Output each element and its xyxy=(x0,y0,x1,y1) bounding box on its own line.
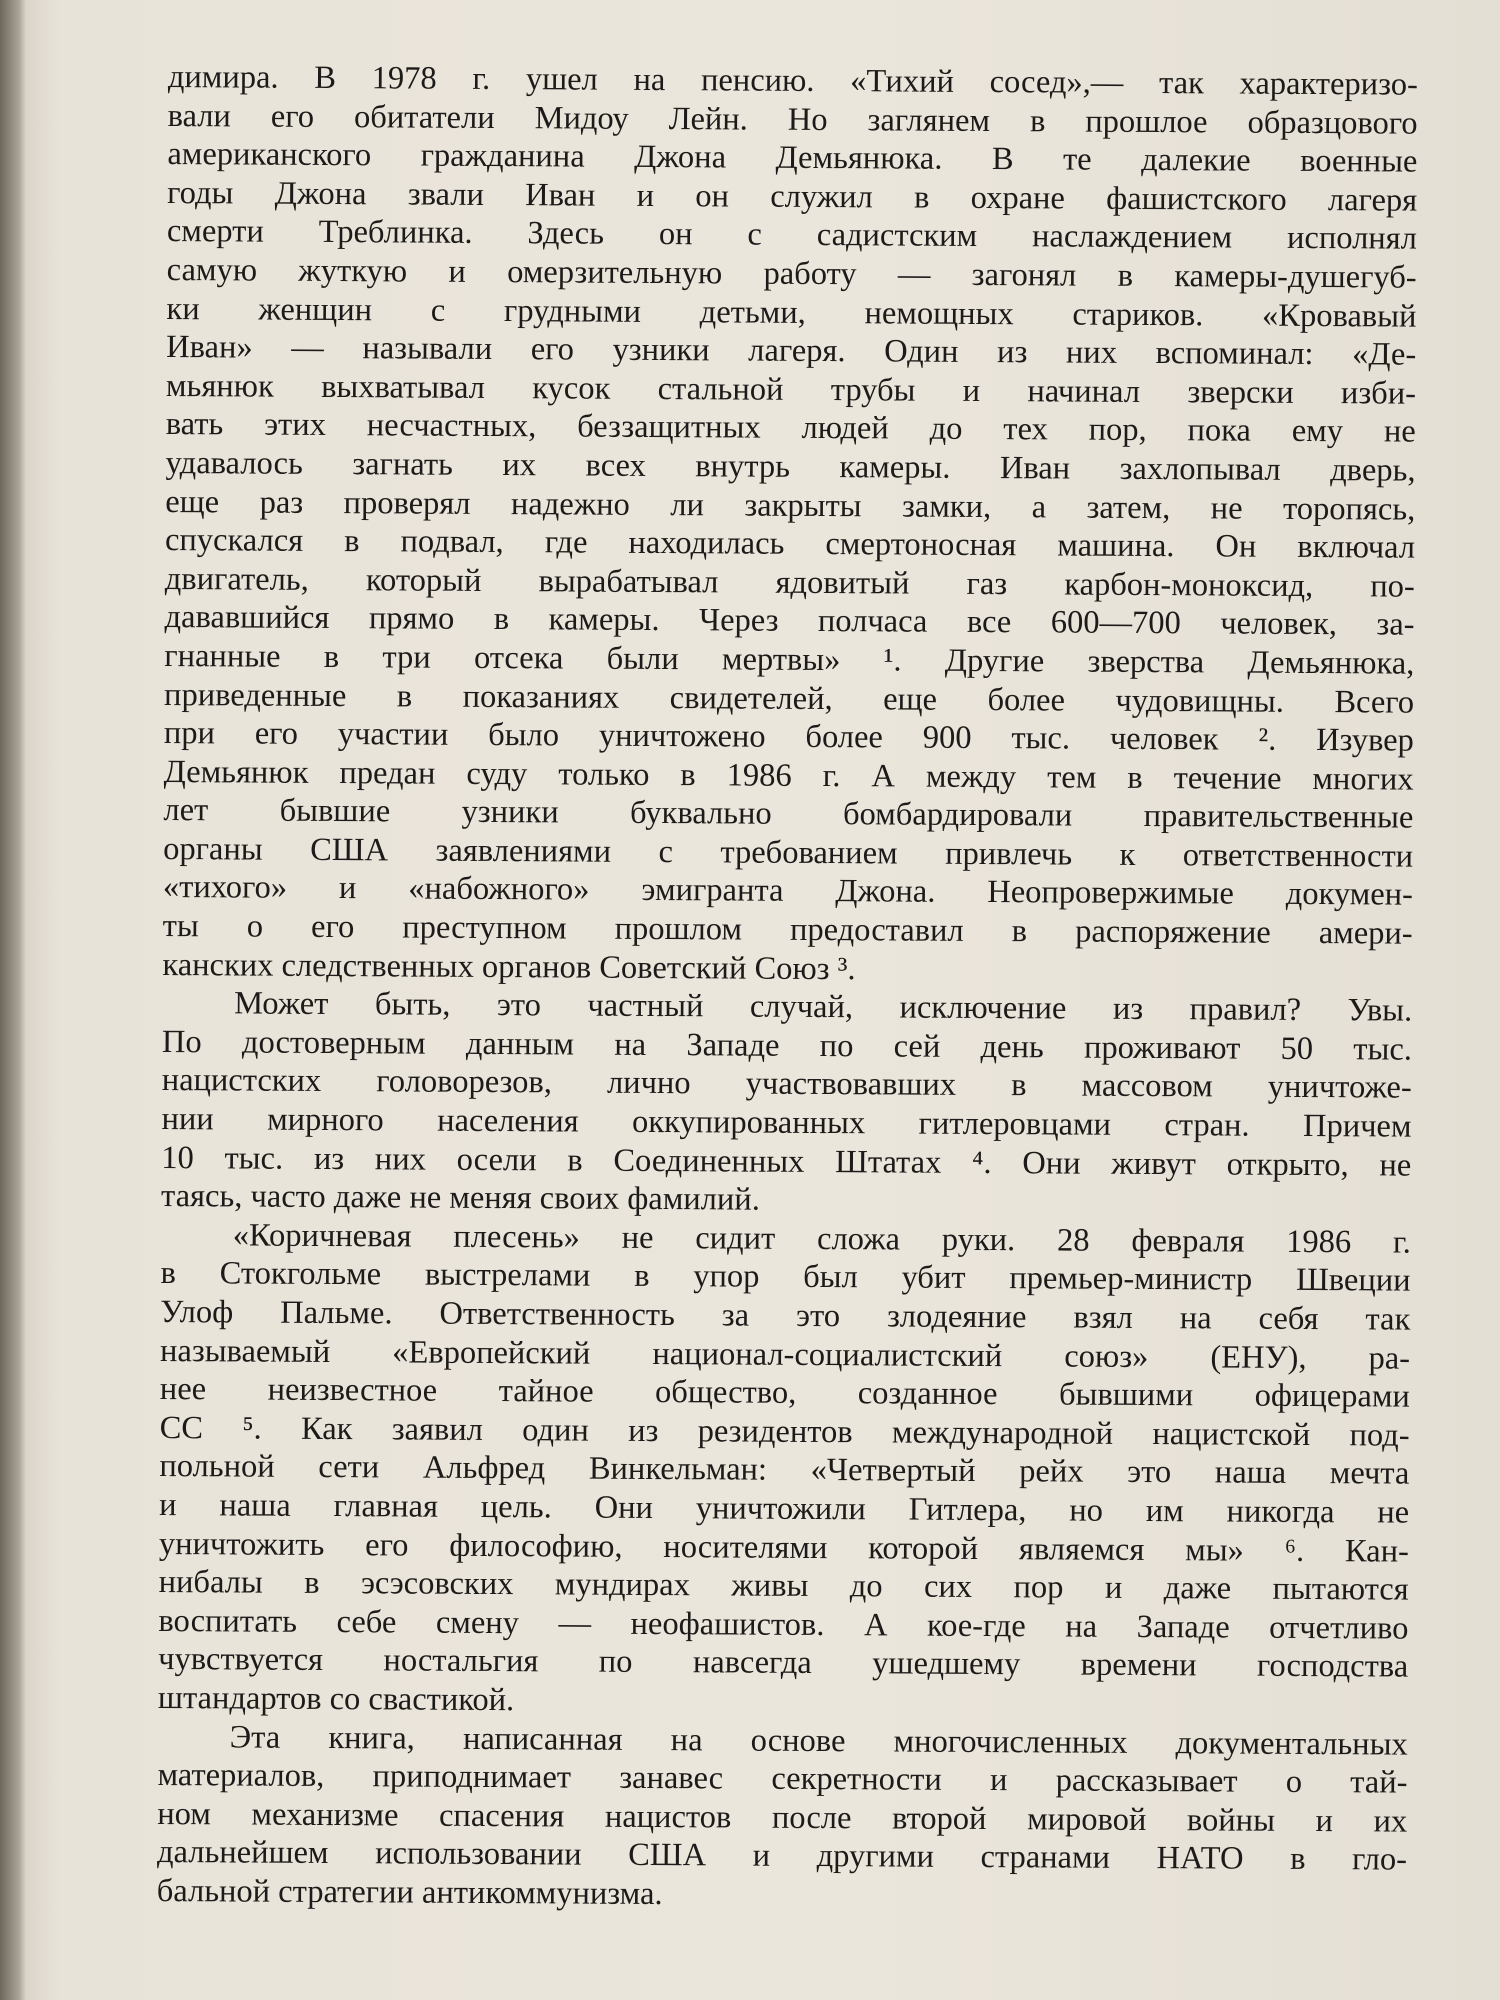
text-line: мьянюк выхватывал кусок стальной трубы и начинал зверски изби- xyxy=(165,367,1417,412)
text-line: Иван» — называли его узники лагеря. Один из них вспоминал: «Де- xyxy=(166,329,1417,373)
text-line: спускался в подвал, где находилась смертоносная машина. Он включал xyxy=(164,522,1416,566)
text-line: По достоверным данным на Западе по сей день проживают 50 тыс. xyxy=(161,1023,1413,1068)
text-line: американского гражданина Джона Демьянюка. В те далекие военные xyxy=(167,136,1418,180)
text-line: димира. В 1978 г. ушел на пенсию. «Тихий сосед»,— так характеризо- xyxy=(167,58,1418,103)
text-line: канских следственных органов Советский Союз ³. xyxy=(162,946,856,987)
text-line: таясь, часто даже не меняя своих фамилий. xyxy=(160,1178,760,1218)
text-line: приведенные в показаниях свидетелей, еще более чудовищны. Всего xyxy=(164,676,1415,721)
text-line: 10 тыс. из них осели в Соединенных Штатах ⁴. Они живут открыто, не xyxy=(161,1139,1412,1184)
text-line: смерти Треблинка. Здесь он с садистским наслаждением исполнял xyxy=(166,213,1418,258)
text-line: бальной стратегии антикоммунизма. xyxy=(156,1872,663,1912)
text-line: нибалы в эсэсовских мундирах живы до сих пор и даже пытаются xyxy=(158,1564,1409,1608)
text-line: лет бывшие узники буквально бомбардировали правительственные xyxy=(163,792,1414,836)
text-line: вать этих несчастных, беззащитных людей до тех пор, пока ему не xyxy=(165,406,1416,450)
text-line: нии мирного населения оккупированных гитлеровцами стран. Причем xyxy=(161,1101,1412,1145)
text-line: и наша главная цель. Они уничтожили Гитлера, но им никогда не xyxy=(159,1486,1410,1531)
text-line: уничтожить его философию, носителями которой являемся мы» ⁶. Кан- xyxy=(158,1525,1410,1570)
text-line: дальнейшем использовании США и другими странами НАТО в гло- xyxy=(156,1834,1408,1878)
text-line: называемый «Европейский национал-социалистский союз» (ЕНУ), ра- xyxy=(159,1332,1411,1377)
paragraph xyxy=(157,1718,1408,1919)
text-line: «тихого» и «набожного» эмигранта Джона. Неопровержимые докумен- xyxy=(162,869,1414,914)
text-line: ки женщин с грудными детьми, немощных стариков. «Кровавый xyxy=(166,290,1417,335)
body-text xyxy=(157,58,1418,1918)
text-line: годы Джона звали Иван и он служил в охране фашистского лагеря xyxy=(167,174,1418,219)
text-line: ном механизме спасения нацистов после второй мировой войны и их xyxy=(157,1795,1408,1840)
text-line: при его участии было уничтожено более 900 тыс. человек ². Изувер xyxy=(163,715,1414,759)
page-gutter-shadow xyxy=(0,0,26,2000)
paragraph xyxy=(161,984,1412,1223)
text-line: двигатель, который вырабатывал ядовитый газ карбон-моноксид, по- xyxy=(164,560,1415,605)
text-line: самую жуткую и омерзительную работу — загонял в камеры-душегуб- xyxy=(166,251,1417,296)
text-line: «Коричневая плесень» не сидит сложа руки. 28 февраля 1986 г. xyxy=(232,1217,1411,1261)
text-line: еще раз проверял надежно ли закрыты замки, а затем, не торопясь, xyxy=(165,483,1416,528)
text-line: Улоф Пальме. Ответственность за это злодеяние взял на себя так xyxy=(160,1293,1411,1338)
paragraph xyxy=(158,1216,1411,1725)
text-line: удавалось загнать их всех внутрь камеры. Иван захлопывал дверь, xyxy=(165,444,1416,489)
text-line: гнанные в три отсека были мертвы» ¹. Другие зверства Демьянюка, xyxy=(164,637,1415,682)
text-line: дававшийся прямо в камеры. Через полчаса все 600—700 человек, за- xyxy=(164,599,1415,643)
paragraph xyxy=(162,58,1418,992)
text-line: Может быть, это частный случай, исключение из правил? Увы. xyxy=(234,985,1413,1029)
text-line: польной сети Альфред Винкельман: «Четвертый рейх это наша мечта xyxy=(159,1448,1410,1492)
text-line: органы США заявлениями с требованием привлечь к ответственности xyxy=(163,830,1414,875)
text-line: чувствуется ностальгия по навсегда ушедшему времени господства xyxy=(158,1641,1409,1685)
text-line: ты о его преступном прошлом предоставил в распоряжение амери- xyxy=(162,908,1413,952)
text-line: штандартов со свастикой. xyxy=(157,1679,515,1719)
text-line: воспитать себе смену — неофашистов. А кое-где на Западе отчетливо xyxy=(158,1602,1409,1647)
text-line: материалов, приподнимает занавес секретности и рассказывает о тай- xyxy=(157,1757,1408,1801)
text-line: нацистских головорезов, лично участвовавших в массовом уничтоже- xyxy=(161,1062,1412,1107)
text-line: Эта книга, написанная на основе многочисленных документальных xyxy=(229,1718,1408,1763)
text-line: в Стокгольме выстрелами в упор был убит премьер-министр Швеции xyxy=(160,1255,1411,1300)
text-line: Демьянюк предан суду только в 1986 г. А между тем в течение многих xyxy=(163,753,1414,798)
text-line: нее неизвестное тайное общество, созданное бывшими офицерами xyxy=(159,1371,1410,1415)
text-line: СС ⁵. Как заявил один из резидентов международной нацистской под- xyxy=(159,1409,1410,1454)
text-line: вали его обитатели Мидоу Лейн. Но заглянем в прошлое образцового xyxy=(167,97,1418,142)
